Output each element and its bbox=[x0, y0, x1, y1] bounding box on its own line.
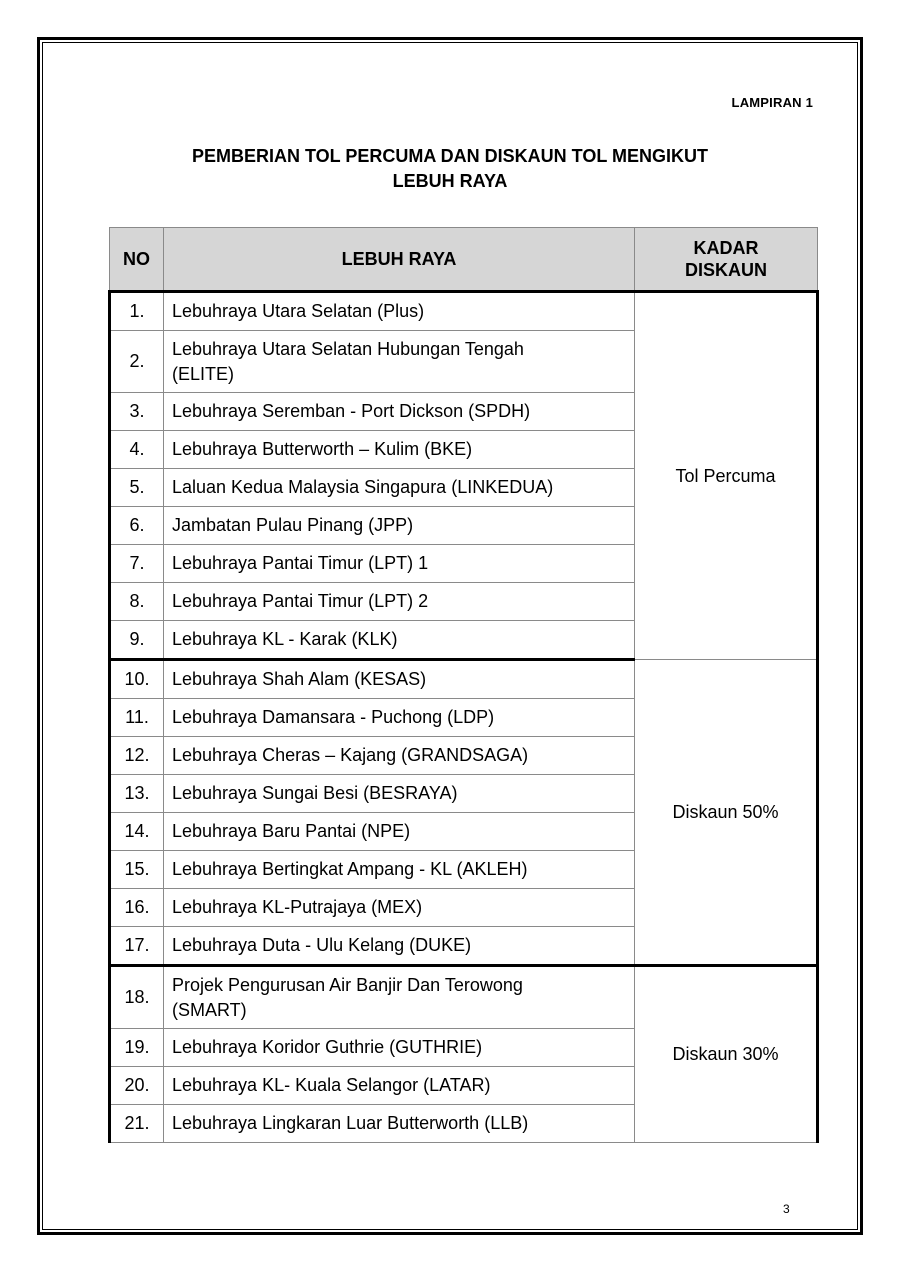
header-discount-rate-line-1: KADAR bbox=[693, 238, 759, 258]
highway-name-line-1: Lebuhraya Utara Selatan Hubungan Tengah bbox=[172, 338, 524, 359]
row-number: 17. bbox=[110, 927, 164, 966]
row-number: 10. bbox=[110, 660, 164, 699]
table-row bbox=[110, 292, 818, 331]
highway-name: Lebuhraya Seremban - Port Dickson (SPDH) bbox=[164, 393, 635, 431]
row-number: 20. bbox=[110, 1067, 164, 1105]
highway-name: Lebuhraya Cheras – Kajang (GRANDSAGA) bbox=[164, 737, 635, 775]
row-number: 3. bbox=[110, 393, 164, 431]
highway-name: Lebuhraya Shah Alam (KESAS) bbox=[164, 660, 635, 699]
highway-name: Lebuhraya KL- Kuala Selangor (LATAR) bbox=[164, 1067, 635, 1105]
highway-name: Lebuhraya Bertingkat Ampang - KL (AKLEH) bbox=[164, 851, 635, 889]
highway-name: Lebuhraya Lingkaran Luar Butterworth (LLB) bbox=[164, 1105, 635, 1143]
highway-name: Lebuhraya Utara Selatan (Plus) bbox=[164, 292, 635, 331]
annex-label: LAMPIRAN 1 bbox=[731, 95, 813, 110]
row-number: 6. bbox=[110, 507, 164, 545]
row-number: 14. bbox=[110, 813, 164, 851]
row-number: 21. bbox=[110, 1105, 164, 1143]
header-highway: LEBUH RAYA bbox=[164, 228, 635, 292]
header-discount-rate-line-2: DISKAUN bbox=[684, 260, 767, 280]
row-number: 9. bbox=[110, 621, 164, 660]
highway-name: Lebuhraya KL - Karak (KLK) bbox=[164, 621, 635, 660]
document-title-line-2: LEBUH RAYA bbox=[392, 171, 508, 191]
highway-name: Lebuhraya Duta - Ulu Kelang (DUKE) bbox=[164, 927, 635, 966]
row-number: 16. bbox=[110, 889, 164, 927]
page-number: 3 bbox=[783, 1202, 790, 1216]
highway-name: Lebuhraya Baru Pantai (NPE) bbox=[164, 813, 635, 851]
discount-rate-group-2: Diskaun 50% bbox=[635, 660, 818, 966]
discount-rate-group-1: Tol Percuma bbox=[635, 292, 818, 660]
highway-name: Lebuhraya Sungai Besi (BESRAYA) bbox=[164, 775, 635, 813]
highway-name bbox=[164, 331, 635, 393]
row-number: 19. bbox=[110, 1029, 164, 1067]
document-title-line-1: PEMBERIAN TOL PERCUMA DAN DISKAUN TOL MENGIKUT bbox=[191, 146, 709, 166]
row-number: 18. bbox=[110, 966, 164, 1029]
row-number: 5. bbox=[110, 469, 164, 507]
table-header-row bbox=[110, 228, 818, 292]
highway-name: Lebuhraya Pantai Timur (LPT) 1 bbox=[164, 545, 635, 583]
row-number: 4. bbox=[110, 431, 164, 469]
row-number: 2. bbox=[110, 331, 164, 393]
table-row bbox=[110, 660, 818, 699]
toll-discount-table bbox=[108, 227, 819, 1143]
row-number: 8. bbox=[110, 583, 164, 621]
highway-name: Lebuhraya Koridor Guthrie (GUTHRIE) bbox=[164, 1029, 635, 1067]
row-number: 1. bbox=[110, 292, 164, 331]
highway-name-line-2: (ELITE) bbox=[172, 363, 235, 384]
highway-name: Lebuhraya Pantai Timur (LPT) 2 bbox=[164, 583, 635, 621]
highway-name: Lebuhraya KL-Putrajaya (MEX) bbox=[164, 889, 635, 927]
table-row bbox=[110, 966, 818, 1029]
header-discount-rate bbox=[635, 228, 818, 292]
row-number: 15. bbox=[110, 851, 164, 889]
highway-name: Laluan Kedua Malaysia Singapura (LINKEDUA) bbox=[164, 469, 635, 507]
highway-name: Lebuhraya Damansara - Puchong (LDP) bbox=[164, 699, 635, 737]
row-number: 11. bbox=[110, 699, 164, 737]
header-no: NO bbox=[110, 228, 164, 292]
row-number: 7. bbox=[110, 545, 164, 583]
highway-name: Jambatan Pulau Pinang (JPP) bbox=[164, 507, 635, 545]
highway-name-line-2: (SMART) bbox=[172, 999, 247, 1020]
highway-name-line-1: Projek Pengurusan Air Banjir Dan Terowong bbox=[172, 974, 523, 995]
row-number: 12. bbox=[110, 737, 164, 775]
row-number: 13. bbox=[110, 775, 164, 813]
highway-name: Lebuhraya Butterworth – Kulim (BKE) bbox=[164, 431, 635, 469]
discount-rate-group-3: Diskaun 30% bbox=[635, 966, 818, 1143]
highway-name bbox=[164, 966, 635, 1029]
